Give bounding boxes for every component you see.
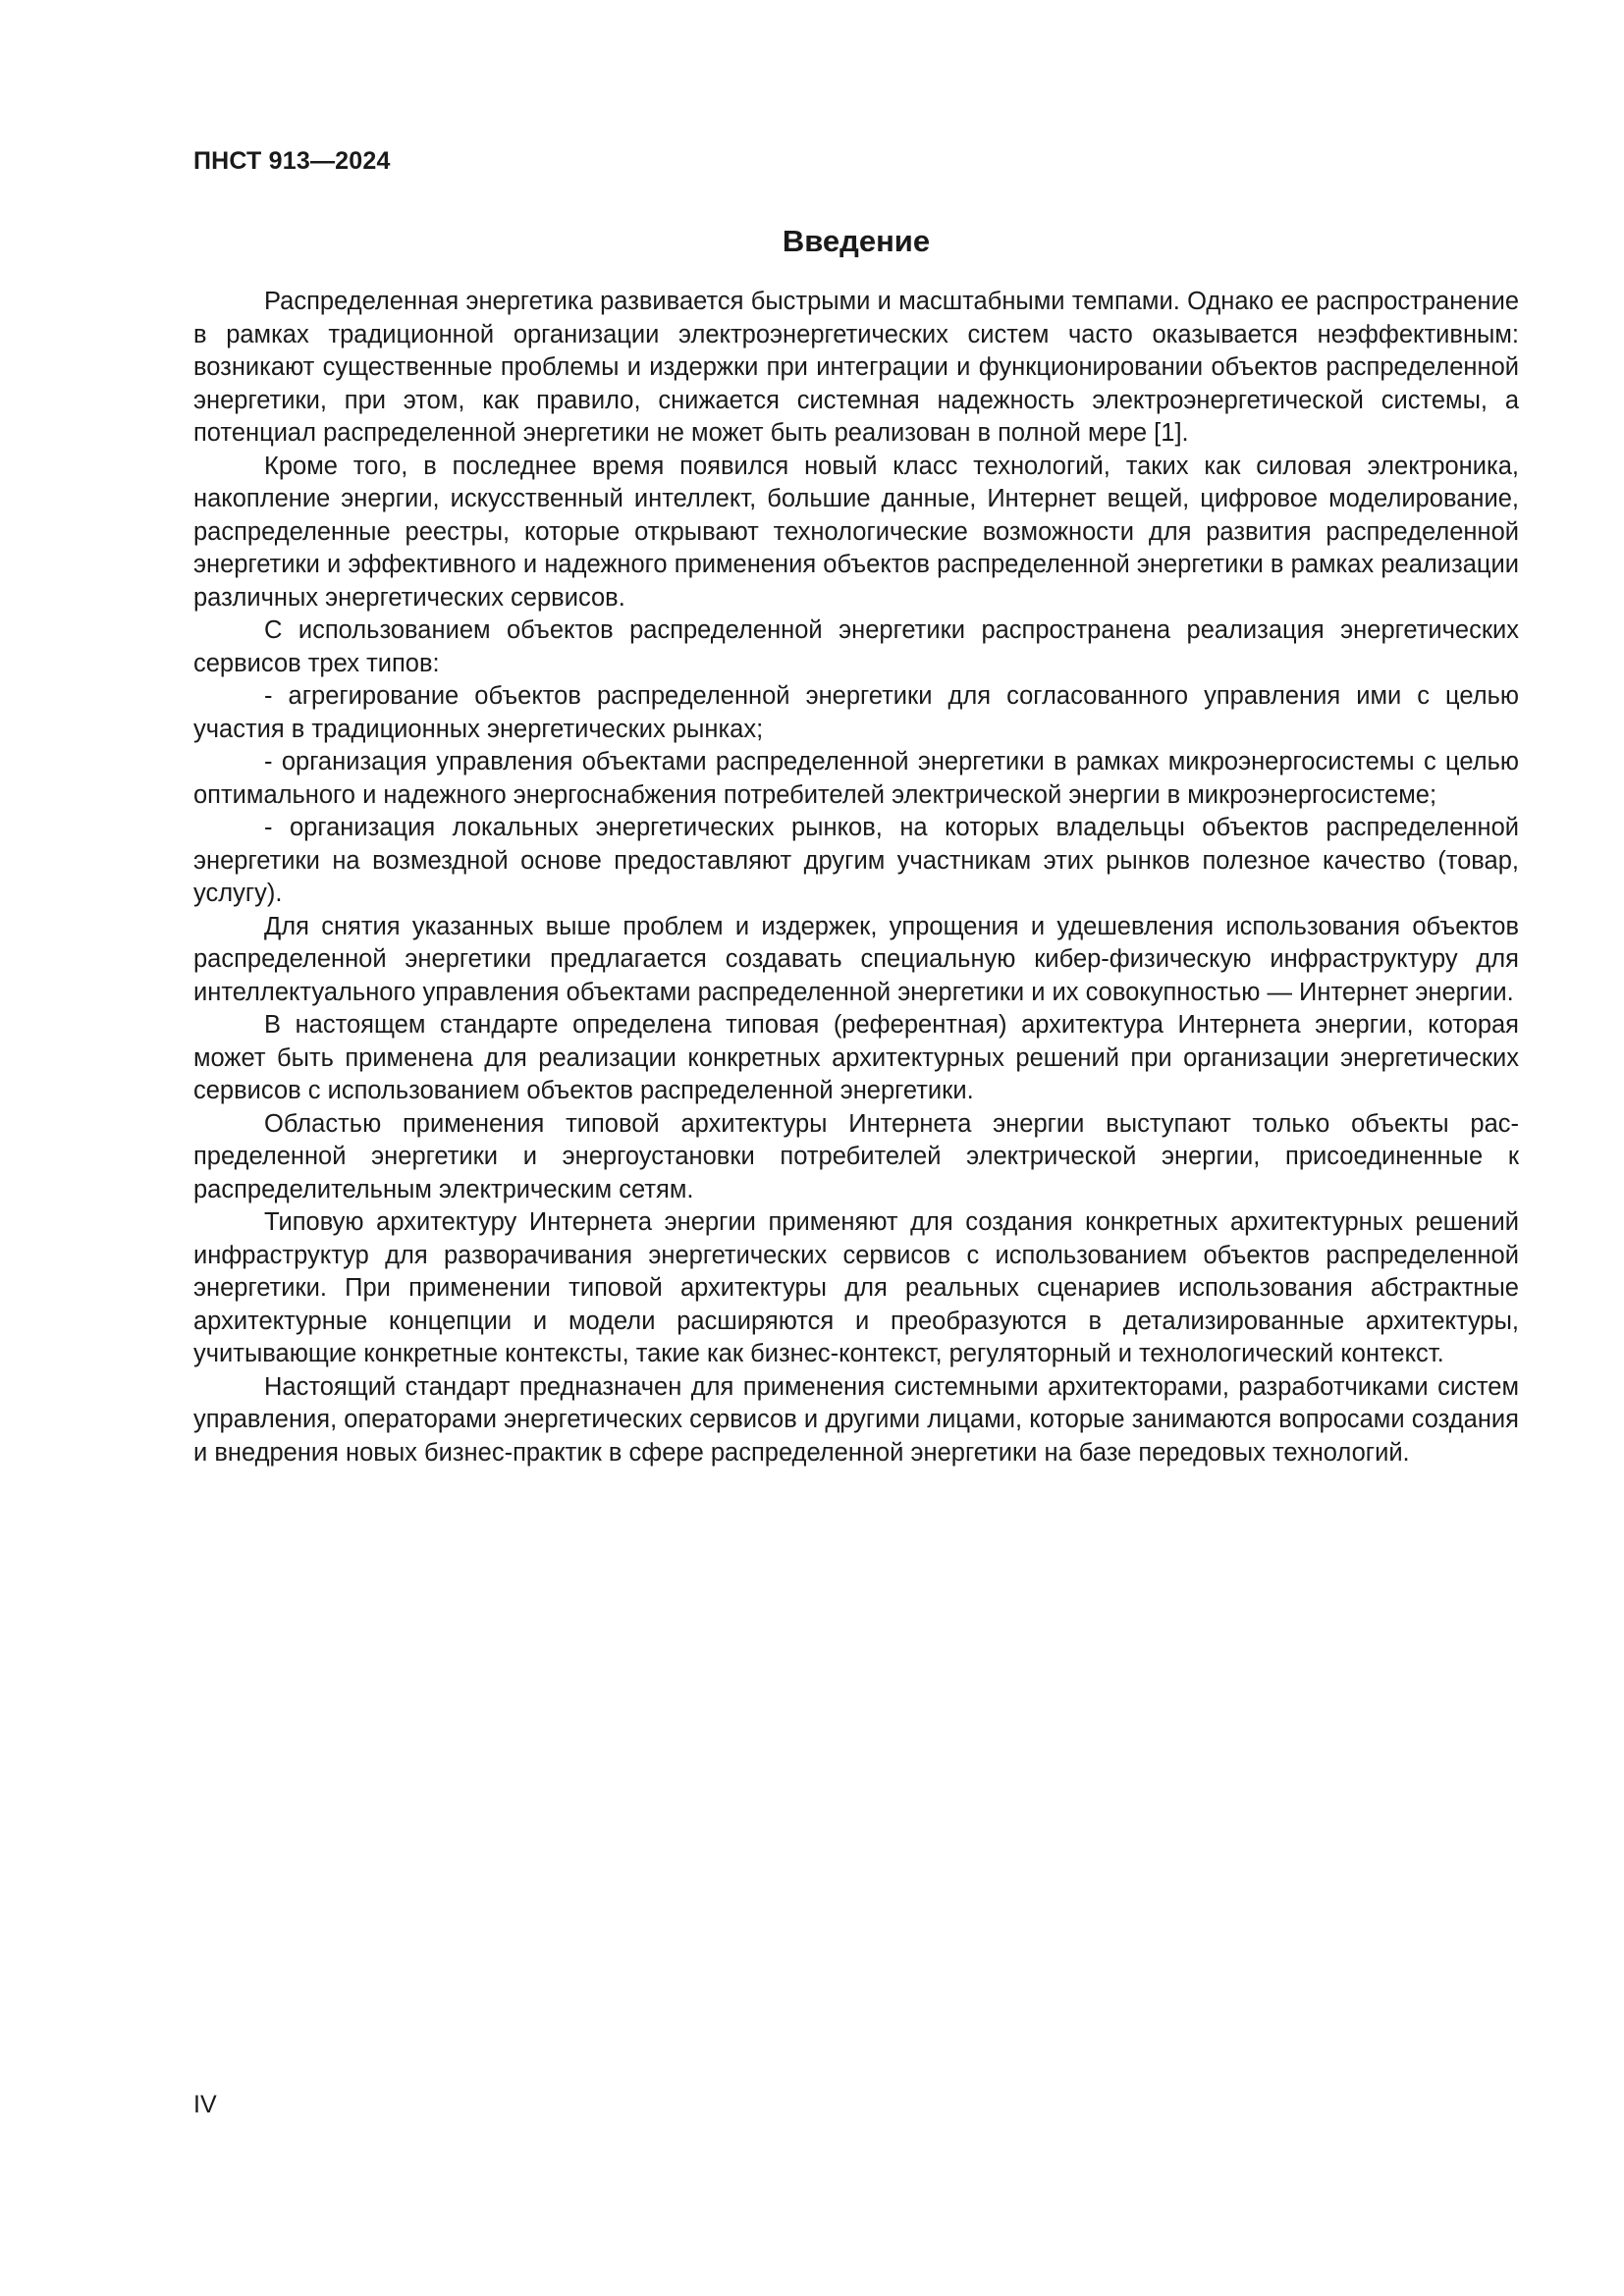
body-text: [193, 286, 1519, 1469]
paragraph: С использованием объектов распределенной энергетики распространена реализация энергетических сервисов трех типов:: [193, 616, 1519, 677]
list-item: - агрегирование объектов распределенной энергетики для согласованного управления ими с целью участия в традиционных энергетических рынках;: [193, 682, 1519, 743]
document-id-header: ПНСТ 913—2024: [193, 147, 391, 175]
paragraph: Областью применения типовой архитектуры Интернета энергии выступают только объекты распределенной энергетики и энергоустановки потребителей электрической энергии, присоединенные к распределительным электрическим сетям.: [193, 1109, 1519, 1203]
paragraph: Для снятия указанных выше проблем и издержек, упрощения и удешевления использования объектов распределенной энергетики предлагается создавать специальную кибер-физическую инфраструктуру для интеллектуального управления объектами распределенной энергетики и их совокупностью — Интернет энергии.: [193, 912, 1519, 1006]
list-item: - организация управления объектами распределенной энергетики в рамках микроэнергосистемы с целью оптимального и надежного энергоснабжения потребителей электрической энергии в микроэнергосистеме;: [193, 748, 1519, 809]
list-item: - организация локальных энергетических рынков, на которых владельцы объектов распределенной энергетики на возмездной основе предоставляют другим участникам этих рынков полезное качество (товар, услугу).: [193, 814, 1519, 907]
paragraph: В настоящем стандарте определена типовая (референтная) архитектура Интернета энергии, которая может быть применена для реализации конкретных архитектурных решений при организации энергетических сервисов с использованием объектов распределенной энергетики.: [193, 1011, 1519, 1104]
page-number: IV: [193, 2091, 217, 2118]
paragraph: Типовую архитектуру Интернета энергии применяют для создания конкретных архитектурных решений инфраструктур для разворачивания энергетических сервисов с использованием объектов распределенной энергетики. При применении типовой архитектуры для реальных сценариев использования абстрактные архитектурные концепции и модели расширяются и преобразуются в детализированные архитектуры, учитывающие конкретные контексты, такие как бизнес-контекст, регуляторный и технологический контекст.: [193, 1208, 1519, 1367]
paragraph: Кроме того, в последнее время появился новый класс технологий, таких как силовая электроника, накопление энергии, искусственный интеллект, большие данные, Интернет вещей, цифровое моделирование, распределенные реестры, которые открывают технологические возможности для развития распределенной энергетики и эффективного и надежного применения объектов распределенной энергетики в рамках реализации различных энергетических сервисов.: [193, 452, 1519, 612]
paragraph: Настоящий стандарт предназначен для применения системными архитекторами, разработчиками систем управления, операторами энергетических сервисов и другими лицами, которые занимаются вопросами создания и внедрения новых бизнес-практик в сфере распределенной энергетики на базе передовых технологий.: [193, 1372, 1519, 1467]
paragraph: Распределенная энергетика развивается быстрыми и масштабными темпами. Однако ее распространение в рамках традиционной организации электроэнергетических систем часто оказывается неэффективным: возникают существенные проблемы и издержки при интеграции и функционировании объектов распределенной энергетики, при этом, как правило, снижается системная надежность электроэнергетической системы, а потенциал распределенной энергетики не может быть реализован в полной мере [1].: [193, 288, 1519, 447]
section-title: Введение: [782, 224, 931, 258]
